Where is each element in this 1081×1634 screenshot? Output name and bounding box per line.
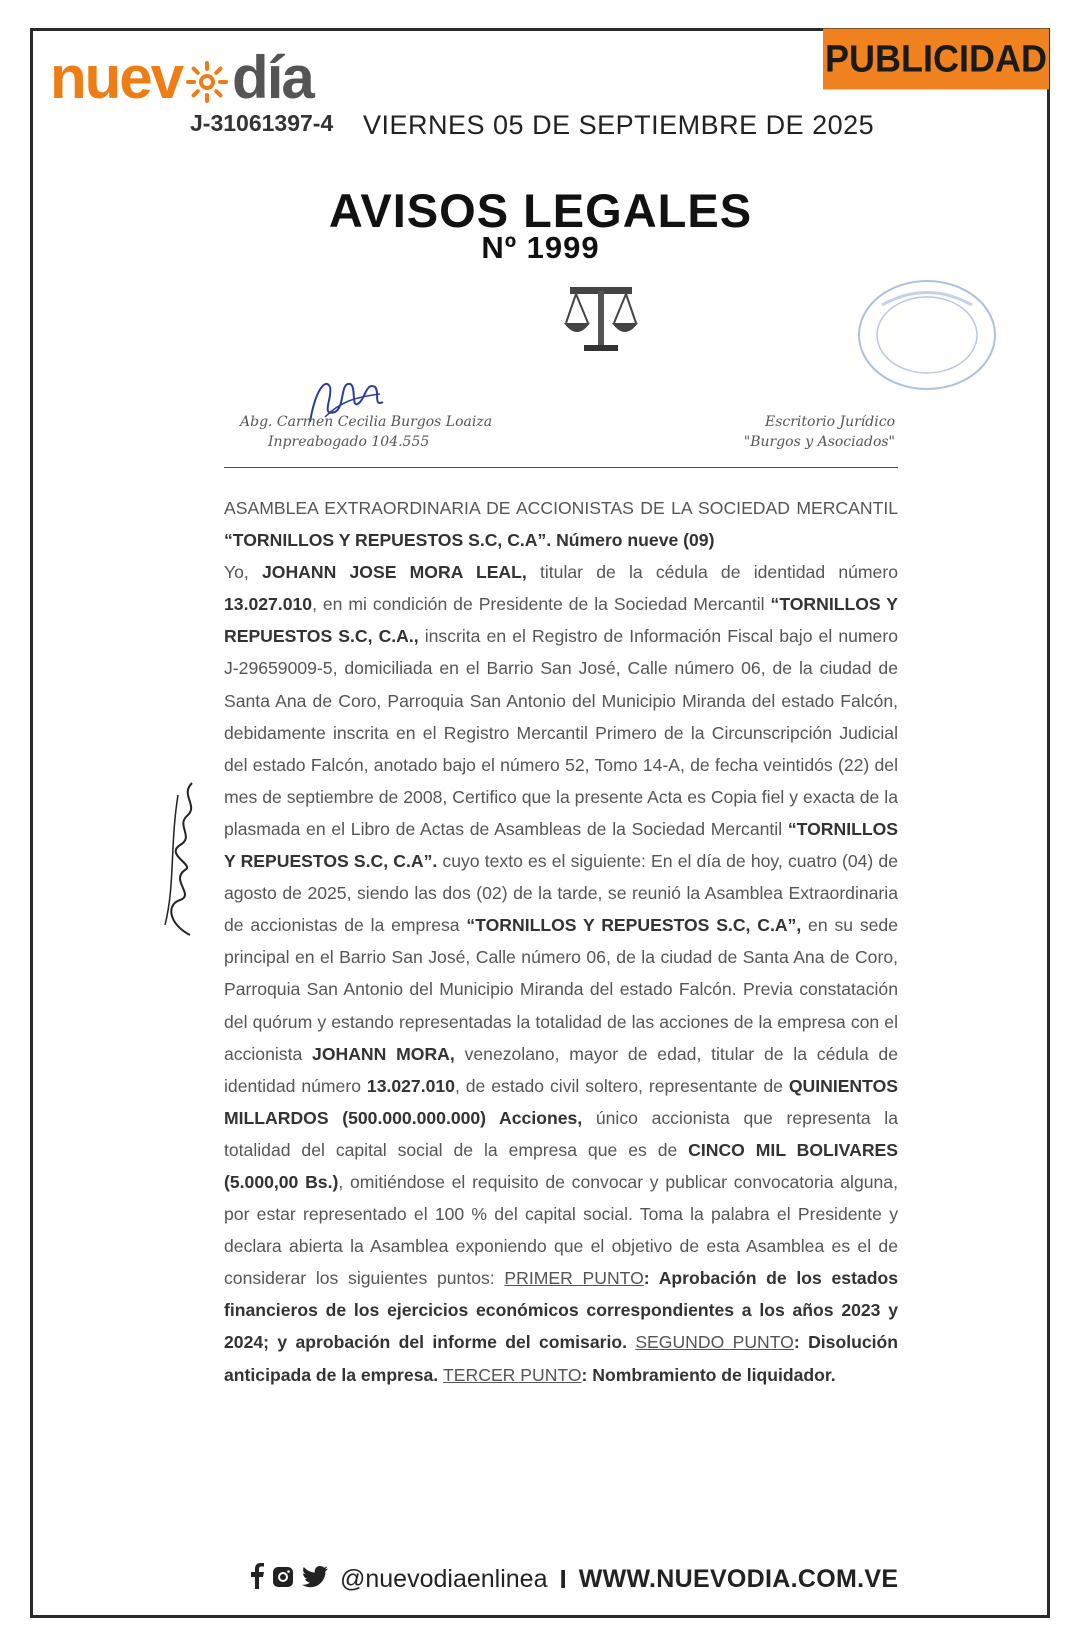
letterhead-divider — [224, 467, 898, 468]
company-name: “TORNILLOS Y REPUESTOS S.C, C.A”. — [224, 818, 898, 872]
body-text-segment: inscrita en el Registro de Información Fiscal bajo el numero J-29659009-5, domiciliada en el Barrio San José, Calle número 06, de la ciudad de Santa Ana de Coro, Parroquia San Antonio del Municipio Miranda del estado Falcón, debidamente inscrita en el Registro Mercantil Primero de la Circunscripción Judicial del estado Falcón, anotado bajo el número 52, Tomo 14-A, de fecha veintidós (22) del mes de septiembre de 2008, Certifico que la presente Acta es Copia fiel y exacta de la plasmada en el Libro de Actas de Asambleas de la Sociedad Mercantil — [224, 626, 898, 839]
agenda-point-1-label: PRIMER PUNTO — [504, 1268, 644, 1289]
logo-text-left: nuev — [50, 44, 183, 111]
president-name: JOHANN JOSE MORA LEAL, — [262, 562, 527, 583]
shareholder-id: 13.027.010 — [366, 1075, 455, 1096]
body-text-segment: venezolano, mayor de edad, titular de la cédula de identidad número — [224, 1043, 899, 1096]
agenda-point-3: : Nombramiento de liquidador. — [581, 1364, 836, 1385]
body-text-segment: en su sede principal en el Barrio San José, Calle número 06, de la ciudad de Santa Ana de Coro, Parroquia San Antonio del Municipio Miranda del estado Falcón. Previa constatación del quórum y estando representadas la totalidad de las acciones de la empresa con el accionista — [224, 915, 898, 1064]
company-name: “TORNILLOS Y REPUESTOS S.C, C.A”, — [466, 915, 802, 936]
newspaper-logo — [50, 44, 313, 111]
body-text-segment: Yo, — [224, 562, 262, 583]
rif-number: J-31061397-4 — [190, 110, 334, 136]
assembly-heading-company: “TORNILLOS Y REPUESTOS S.C, C.A”. Número nueve (09) — [224, 530, 715, 551]
body-text-segment: , en mi condición de Presidente de la Sociedad Mercantil — [312, 594, 771, 615]
page-footer — [250, 1562, 898, 1596]
body-text-segment: titular de la cédula de identidad número — [526, 562, 898, 583]
law-firm-letterhead — [740, 412, 895, 452]
notary-stamp-image — [852, 275, 1002, 400]
instagram-icon[interactable] — [272, 1564, 294, 1595]
body-text-segment: único accionista que representa la totalidad del capital social de la empresa que es de — [224, 1107, 898, 1160]
facebook-icon[interactable] — [250, 1563, 264, 1596]
agenda-point-1: : Aprobación de los estados financieros de los ejercicios económicos correspondientes a los años 2023 y 2024; y aprobación del informe del comisario. — [224, 1268, 898, 1353]
scales-of-justice-icon — [562, 283, 640, 364]
legal-notice-body — [224, 492, 898, 1391]
agenda-point-3-label: TERCER PUNTO — [443, 1364, 582, 1385]
share-count: QUINIENTOS MILLARDOS (500.000.000.000) Acciones, — [224, 1075, 898, 1128]
lawyer-name: Abg. Carmen Cecilia Burgos Loaiza — [240, 414, 493, 430]
logo-text-right: día — [232, 44, 313, 111]
sun-logo-icon — [184, 59, 230, 105]
body-text-segment: cuyo texto es el siguiente: En el día de hoy, cuatro (04) de agosto de 2025, siendo las dos (02) de la tarde, se reunió la Asamblea Extraordinaria de accionistas de la empresa — [224, 851, 899, 936]
assembly-heading: ASAMBLEA EXTRAORDINARIA DE ACCIONISTAS DE LA SOCIEDAD MERCANTIL — [224, 498, 898, 518]
margin-signature-image — [150, 775, 210, 950]
social-handle[interactable]: @nuevodiaenlinea — [340, 1564, 548, 1593]
body-text-segment: , omitiéndose el requisito de convocar y publicar convocatoria alguna, por estar representado el 100 % del capital social. Toma la palabra el Presidente y declara abierta la Asamblea exponiendo que el objetivo de esta Asamblea es el de considerar los siguientes puntos: — [224, 1171, 898, 1289]
twitter-icon[interactable] — [302, 1564, 328, 1595]
website-link[interactable]: WWW.NUEVODIA.COM.VE — [578, 1564, 899, 1593]
footer-separator: I — [559, 1563, 567, 1594]
company-name: “TORNILLOS Y REPUESTOS S.C, C.A., — [224, 594, 898, 647]
agenda-point-2-label: SEGUNDO PUNTO — [635, 1332, 794, 1353]
notice-number: Nº 1999 — [481, 230, 600, 265]
publicidad-badge: PUBLICIDAD — [823, 29, 1049, 90]
lawyer-letterhead — [240, 412, 492, 452]
law-firm-line2: "Burgos y Asociados" — [743, 434, 895, 450]
share-capital: CINCO MIL BOLIVARES (5.000,00 Bs.) — [224, 1139, 898, 1192]
publication-date: VIERNES 05 DE SEPTIEMBRE DE 2025 — [363, 110, 875, 140]
law-firm-line1: Escritorio Jurídico — [764, 414, 895, 430]
lawyer-registration: Inpreabogado 104.555 — [268, 434, 430, 450]
shareholder-name: JOHANN MORA, — [312, 1043, 455, 1064]
section-title: AVISOS LEGALES — [328, 184, 753, 237]
president-id: 13.027.010 — [224, 594, 313, 615]
body-text-segment: , de estado civil soltero, representante de — [454, 1075, 789, 1096]
agenda-point-2: : Disolución anticipada de la empresa. — [224, 1332, 898, 1385]
